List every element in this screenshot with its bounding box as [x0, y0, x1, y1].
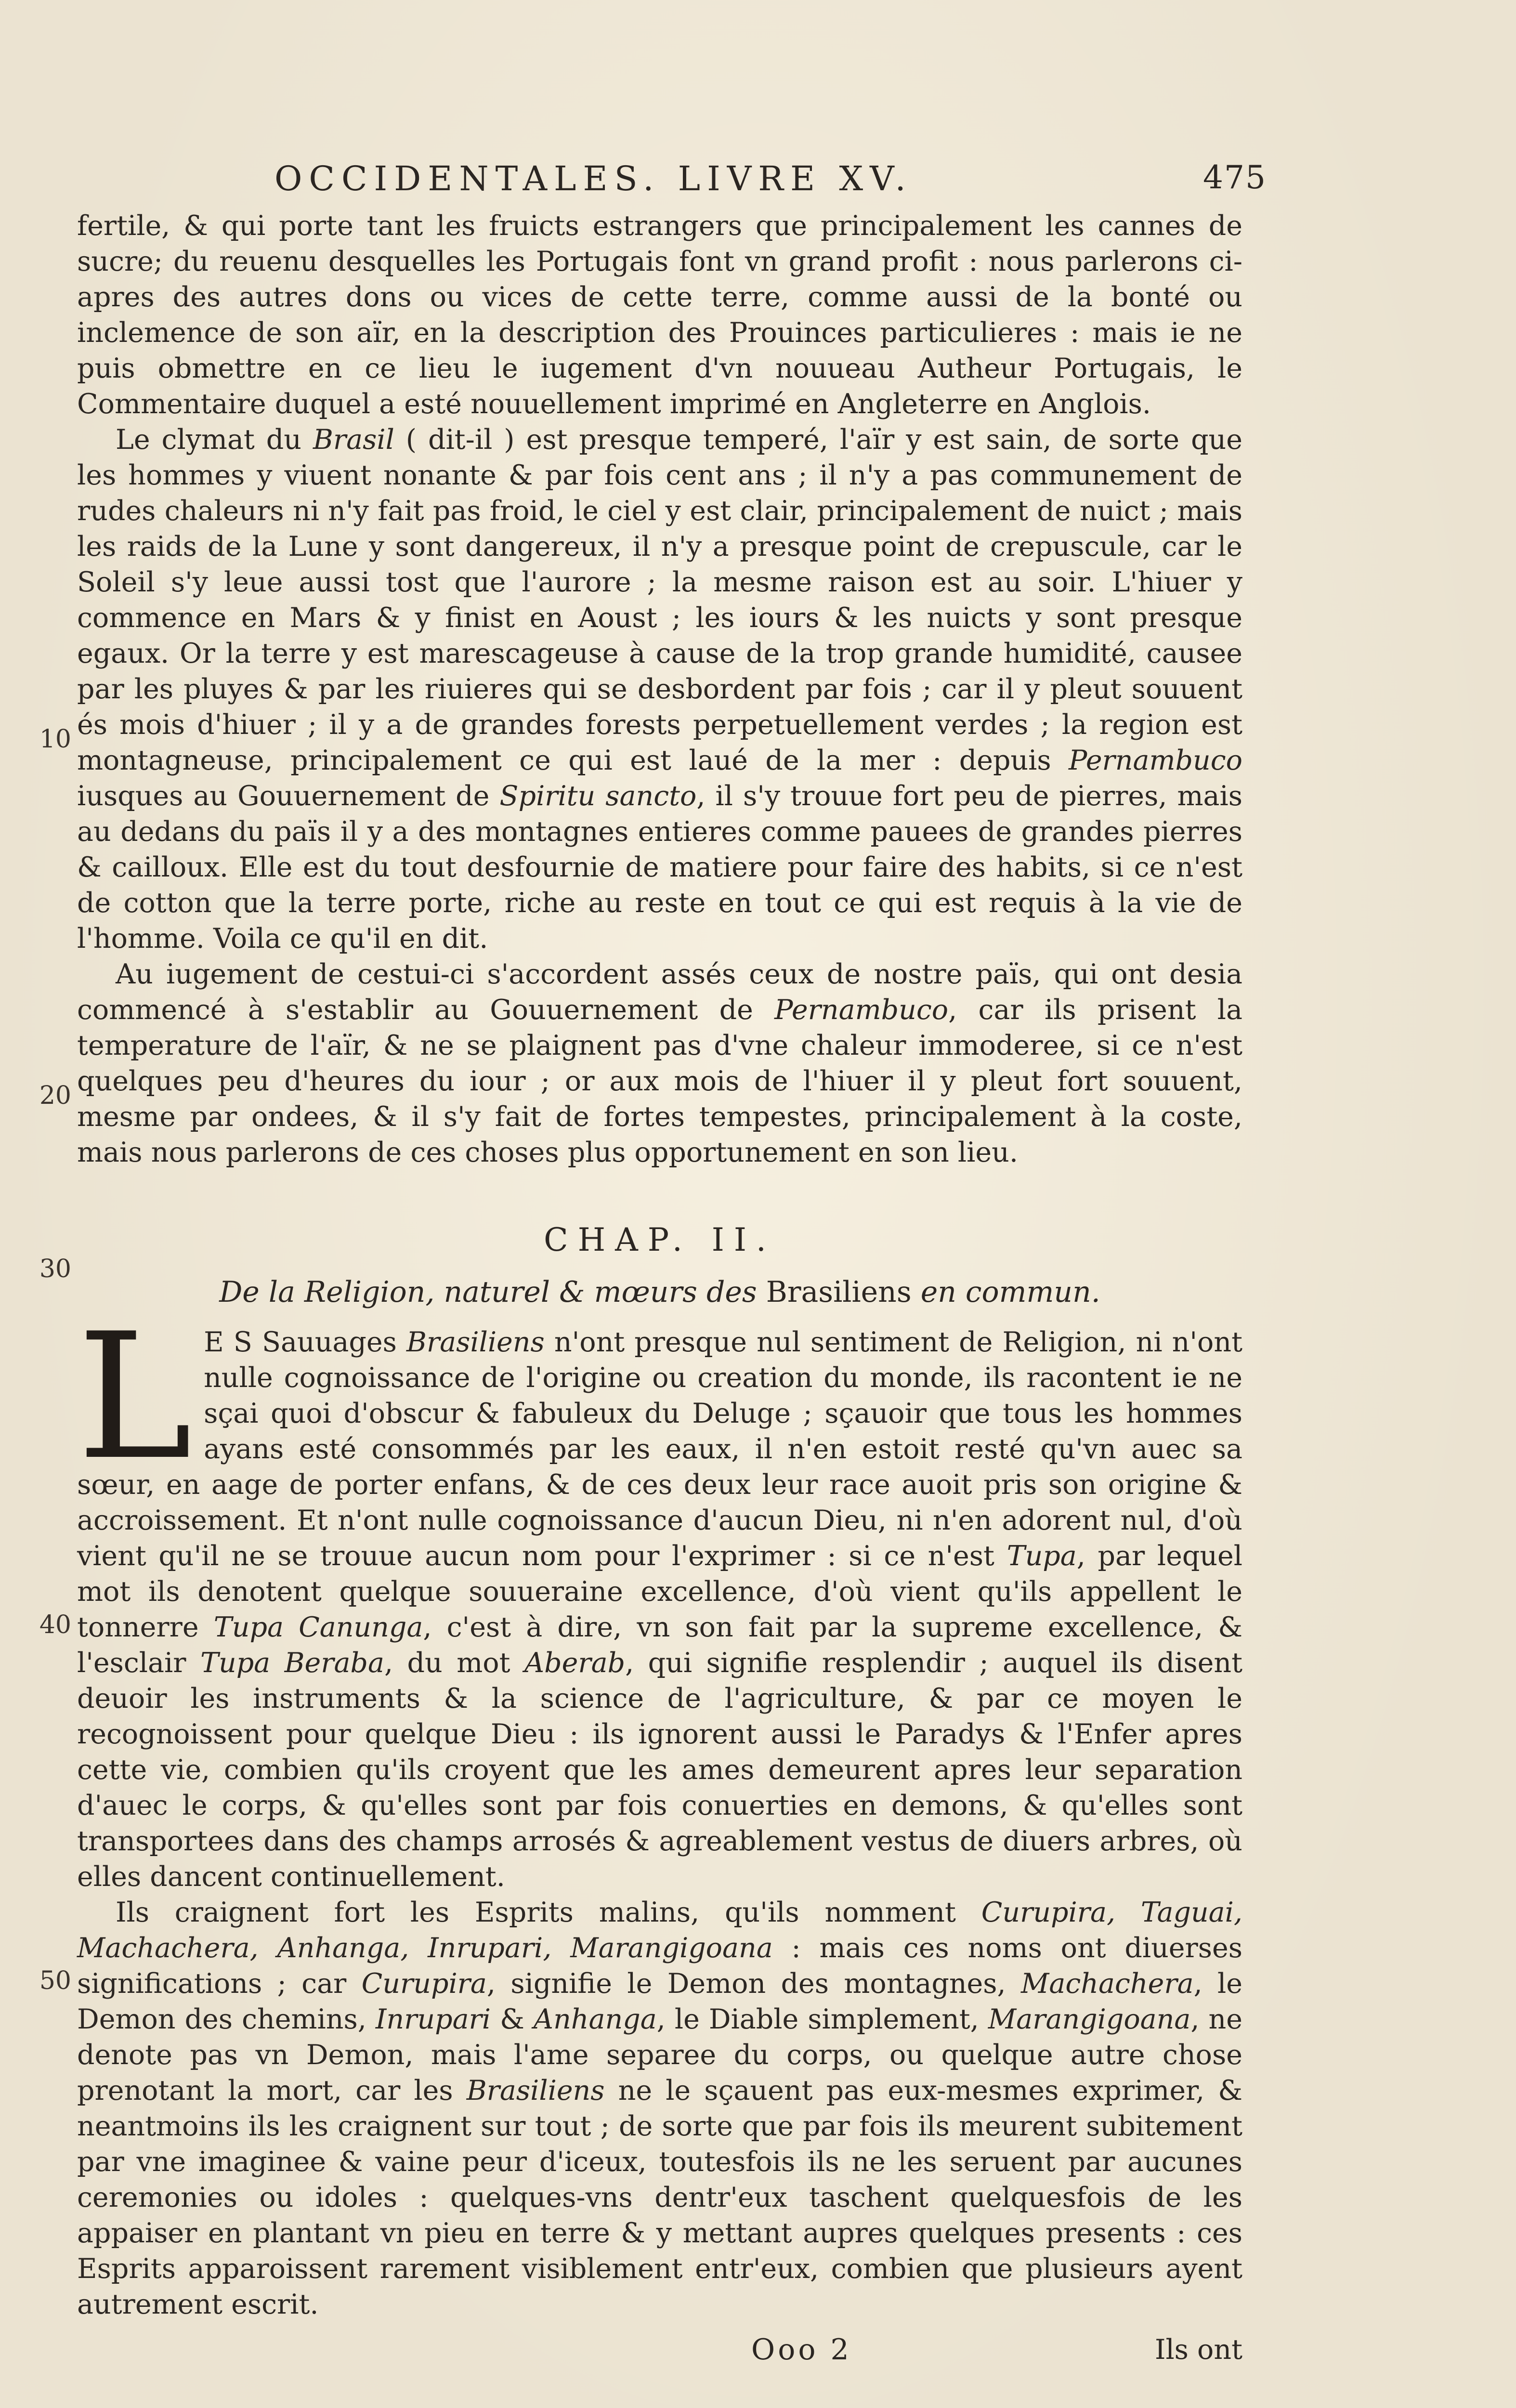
running-title: OCCIDENTALES. LIVRE XV.	[274, 159, 913, 198]
line-number-10: 10	[39, 725, 71, 754]
line-number-20: 20	[39, 1081, 71, 1110]
line-number-30: 30	[39, 1255, 71, 1283]
page-number: 475	[1203, 159, 1267, 196]
chapter-heading: CHAP. II.	[544, 1221, 776, 1258]
catchword: Ils ont	[1154, 2334, 1242, 2366]
page-body	[39, 208, 1243, 2370]
paragraph-1: fertile, & qui porte tant les fruicts estrangers que principalement les cannes de sucre; du reuenu desquelles les Portugais font vn grand profit : nous parlerons ci-apres des autres dons ou vices de cette terre, comme aussi de la bonté ou inclemence de son aïr, en la description des Prouinces particulieres : mais ie ne puis obmettre en ce lieu le iugement d'vn nouueau Autheur Portugais, le Commentaire duquel a esté nouuellement imprimé en Angleterre en Anglois.	[77, 210, 1242, 420]
signature-mark: Ooo 2	[751, 2333, 852, 2367]
paragraph-4: L E S Sauuages Brasiliens n'ont presque nul sentiment de Religion, ni n'ont nulle cognoissance de l'origine ou creation du monde, ils racontent ie ne sçai quoi d'obscur & fabuleux du Deluge ; sçauoir que tous les hommes ayans esté consommés par les eaux, il n'en estoit resté qu'vn auec sa sœur, en aage de porter enfans, & de ces deux leur race auoit pris son origine & accroissement. Et n'ont nulle cognoissance d'aucun Dieu, ni n'en adorent nul, d'où vient qu'il ne se trouue aucun nom pour l'exprimer : si ce n'est Tupa, par lequel mot ils denotent quelque souueraine excellence, d'où vient qu'ils appellent le tonnerre Tupa Canunga, c'est à dire, vn son fait par la supreme excellence, & l'esclair Tupa Beraba, du mot Aberab, qui signifie resplendir ; auquel ils disent deuoir les instruments & la science de l'agriculture, & par ce moyen le recognoissent pour quelque Dieu : ils ignorent aussi le Paradys & l'Enfer apres cette vie, combien qu'ils croyent que les ames demeurent apres leur separation d'auec le corps, & qu'elles sont par fois conuerties en demons, & qu'elles sont transportees dans des champs arrosés & agreablement vestus de diuers arbres, où elles dancent continuellement.	[77, 1296, 1243, 1893]
paragraph-3: Au iugement de cestui-ci s'accordent assés ceux de nostre païs, qui ont desia commencé à s'establir au Gouuernement de Pernambuco, car ils prisent la temperature de l'aïr, & ne se plaignent pas d'vne chaleur immoderee, si ce n'est quelques peu d'heures du iour ; or aux mois de l'hiuer il y pleut fort souuent, mesme par ondees, & il s'y fait de fortes tempestes, principalement à la coste, mais nous parlerons de ces choses plus opportunement en son lieu.	[77, 958, 1242, 1168]
drop-cap-letter: L	[77, 1296, 193, 1498]
chapter-subtitle: De la Religion, naturel & mœurs des Brasiliens en commun.	[219, 1275, 1100, 1309]
line-number-50: 50	[39, 1966, 71, 1995]
paragraph-5: Ils craignent fort les Esprits malins, qu'ils nomment Curupira, Taguai, Machachera, Anhanga, Inrupari, Marangigoana : mais ces noms ont diuerses significations ; car Curupira, signifie le Demon des montagnes, Machachera, le Demon des chemins, Inrupari & Anhanga, le Diable simplement, Marangigoana, ne denote pas vn Demon, mais l'ame separee du corps, ou quelque autre chose prenotant la mort, car les Brasiliens ne le sçauent pas eux-mesmes exprimer, & neantmoins ils les craignent sur tout ; de sorte que par fois ils meurent subitement par vne imaginee & vaine peur d'iceux, toutesfois ils ne les seruent par aucunes ceremonies ou idoles : quelques-vns dentr'eux taschent quelquesfois de les appaiser en plantant vn pieu en terre & y mettant aupres quelques presents : ces Esprits apparoissent rarement visiblement entr'eux, combien que plusieurs ayent autrement escrit.	[77, 1897, 1243, 2320]
running-header	[274, 159, 1267, 207]
line-number-40: 40	[39, 1610, 71, 1639]
paragraph-2: Le clymat du Brasil ( dit-il ) est presque temperé, l'aïr y est sain, de sorte que les hommes y viuent nonante & par fois cent ans ; il n'y a pas communement de rudes chaleurs ni n'y fait pas froid, le ciel y est clair, principalement de nuict ; mais les raids de la Lune y sont dangereux, il n'y a presque point de crepuscule, car le Soleil s'y leue aussi tost que l'aurore ; la mesme raison est au soir. L'hiuer y commence en Mars & y finist en Aoust ; les iours & les nuicts y sont presque egaux. Or la terre y est marescageuse à cause de la trop grande humidité, causee par les pluyes & par les riuieres qui se desbordent par fois ; car il y pleut souuent és mois d'hiuer ; il y a de grandes forests perpetuellement verdes ; la region est montagneuse, principalement ce qui est laué de la mer : depuis Pernambuco iusques au Gouuernement de Spiritu sancto, il s'y trouue fort peu de pierres, mais au dedans du païs il y a des montagnes entieres comme pauees de grandes pierres & cailloux. Elle est du tout desfournie de matiere pour faire des habits, si ce n'est de cotton que la terre porte, riche au reste en tout ce qui est requis à la vie de l'homme. Voila ce qu'il en dit.	[77, 424, 1243, 955]
page-footer	[77, 2332, 1242, 2370]
